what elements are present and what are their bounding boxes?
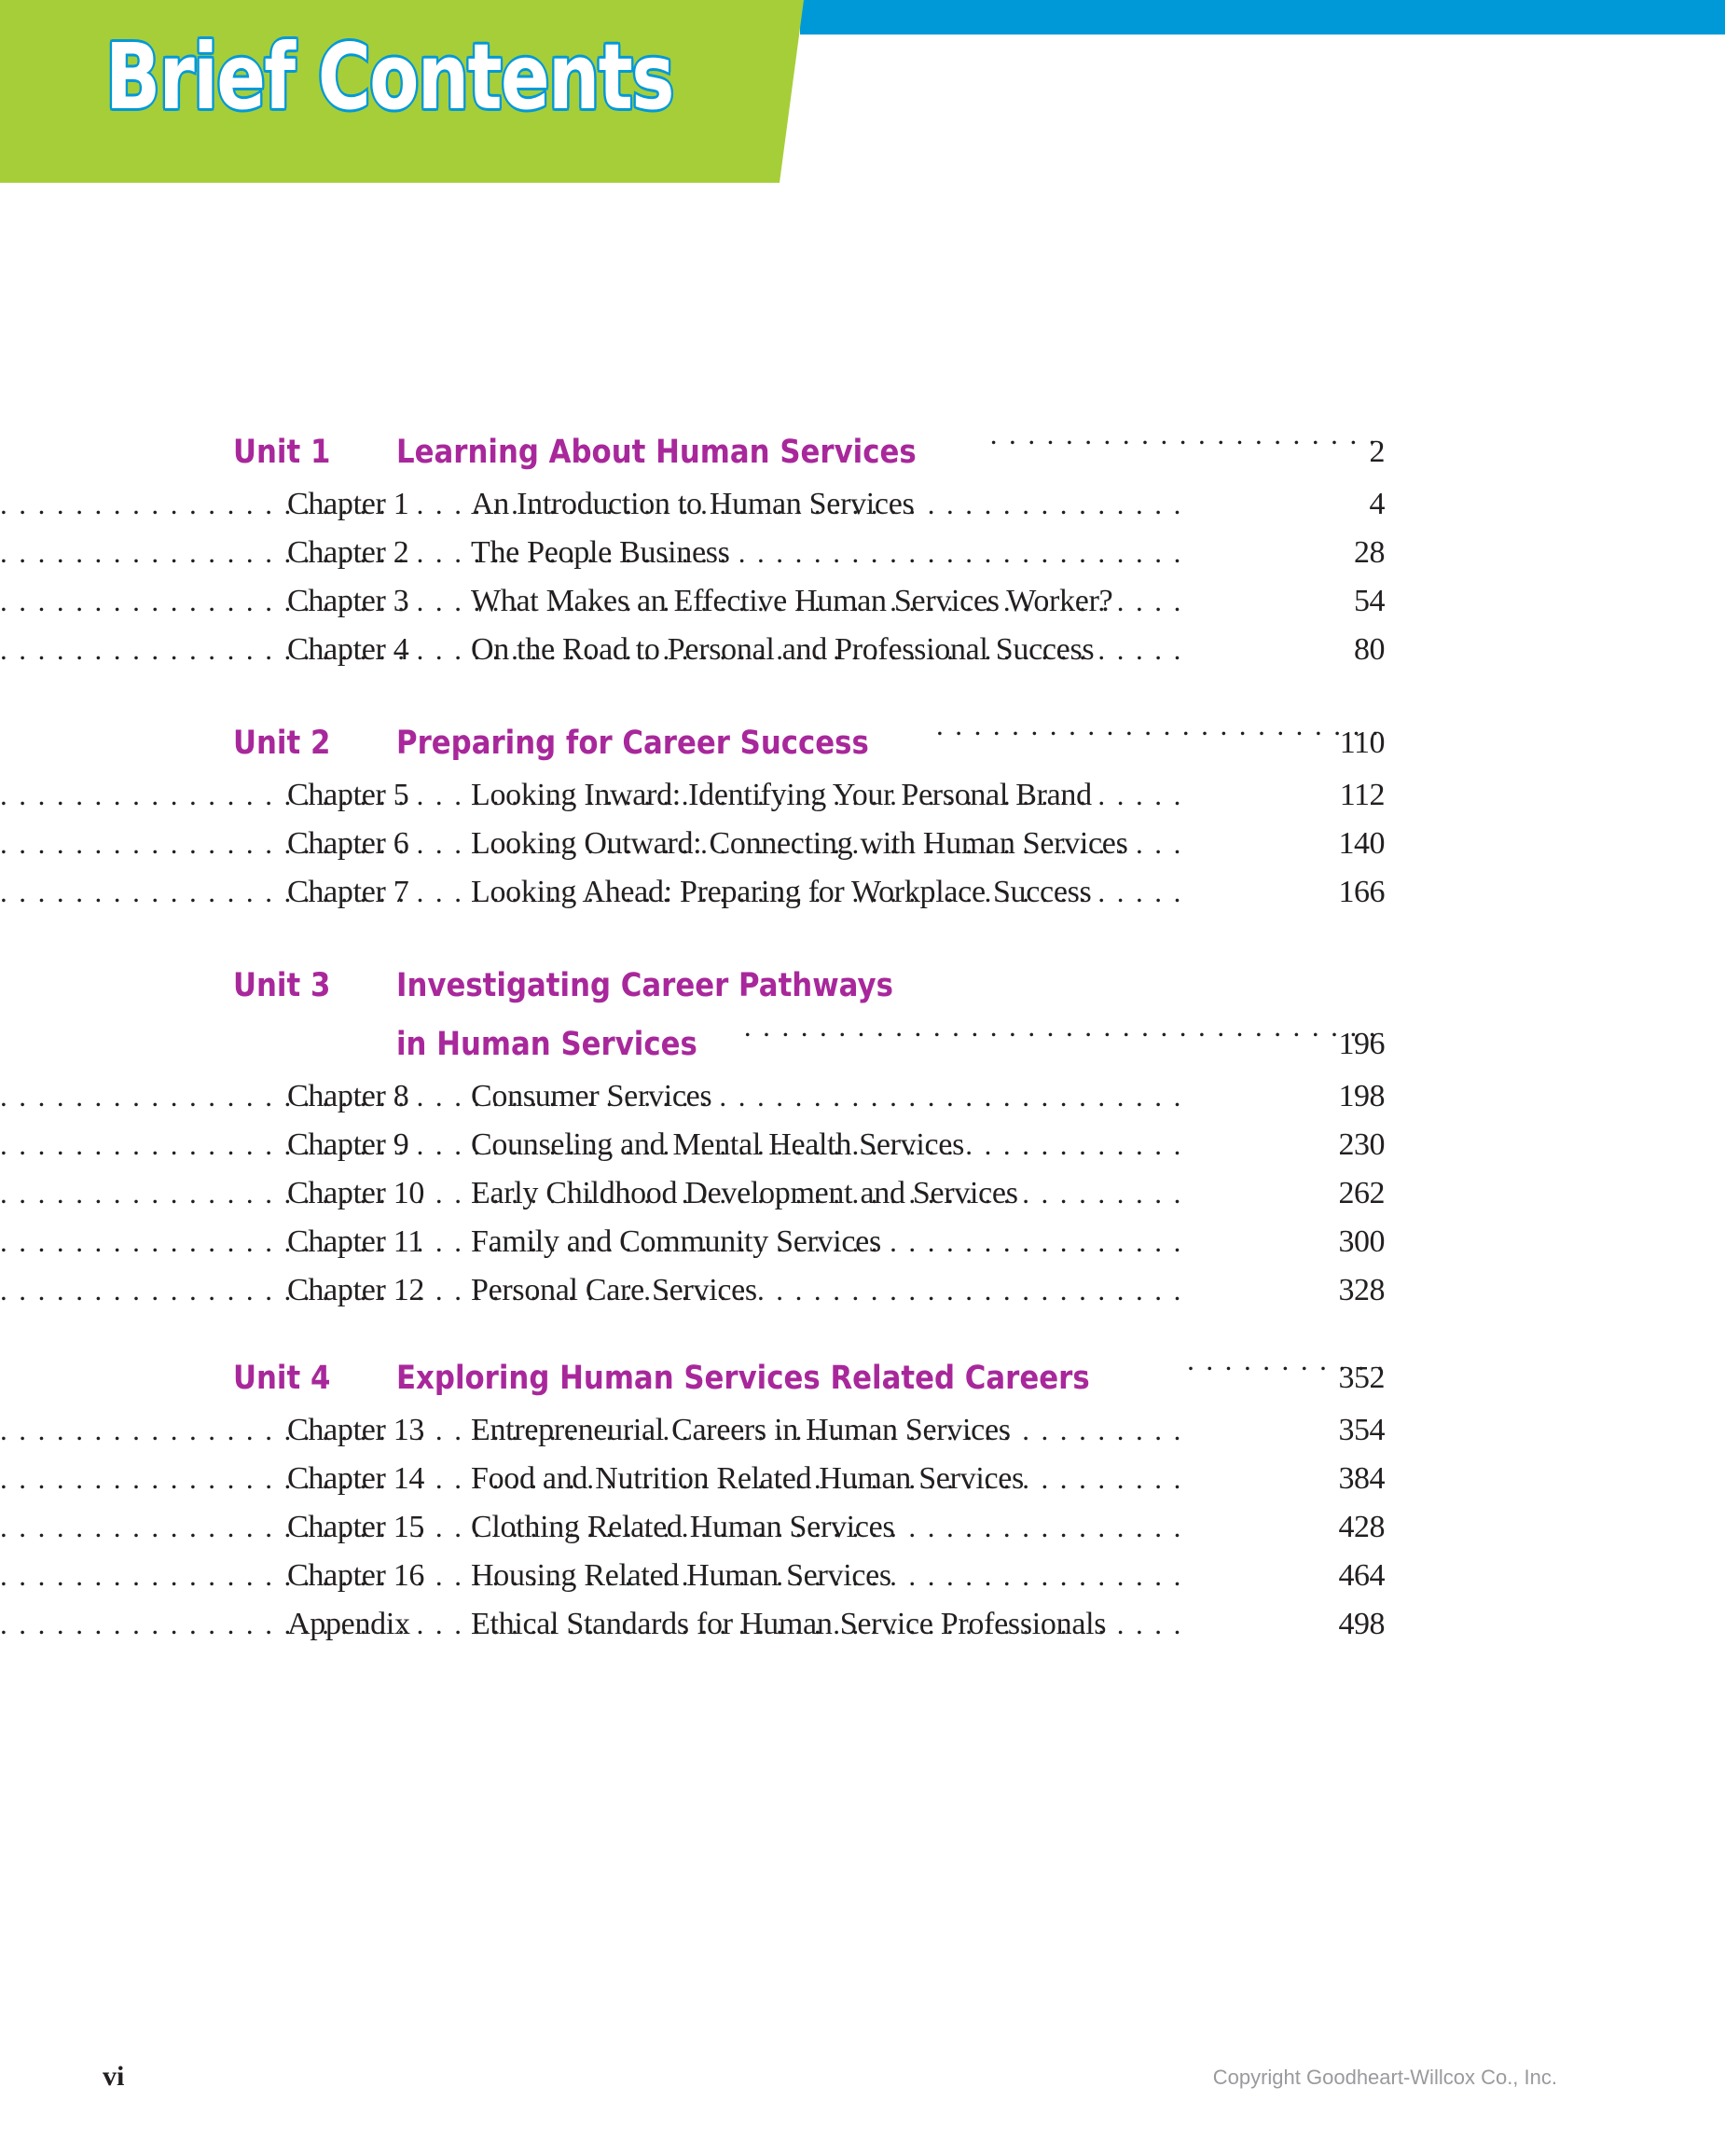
section-spacer [0,1315,1725,1350]
unit-title: Investigating Career Pathways [396,967,893,1004]
unit-label: Unit 2 [233,725,331,762]
chapter-row[interactable] [0,820,1725,868]
chapter-page-number: 140 [1338,826,1385,861]
unit-block [0,958,1725,1315]
chapter-label: Chapter 8 [287,1079,409,1113]
chapter-page-number: 112 [1339,778,1385,812]
unit-page-number: 352 [1338,1361,1385,1395]
page-header-banner [0,0,1725,187]
chapter-label: Chapter 13 [287,1413,425,1447]
appendix-label: Appendix [287,1607,410,1641]
chapter-row[interactable] [0,1266,1725,1315]
chapter-page-number: 4 [1369,487,1385,521]
brief-contents-list [0,424,1725,1649]
chapter-title: Food and Nutrition Related Human Services [471,1461,1024,1496]
chapter-row[interactable] [0,1406,1725,1455]
chapter-row[interactable] [0,1218,1725,1266]
unit-heading-row[interactable] [0,424,1725,480]
unit-heading-row[interactable] [0,1350,1725,1406]
chapter-row[interactable] [0,1503,1725,1552]
chapter-label: Chapter 2 [287,535,409,570]
blue-accent-bar [800,0,1725,35]
chapter-page-number: 28 [1354,535,1385,570]
chapter-page-number: 198 [1338,1079,1385,1113]
chapter-title: Personal Care Services [471,1273,757,1307]
unit-page-number: 196 [1338,1027,1385,1061]
chapter-label: Chapter 11 [287,1224,423,1259]
chapter-page-number: 80 [1354,632,1385,667]
chapter-title: Looking Ahead: Preparing for Workplace Success [471,875,1092,909]
chapter-title: Consumer Services [471,1079,712,1113]
chapter-label: Chapter 14 [287,1461,425,1496]
chapter-page-number: 428 [1338,1510,1385,1544]
unit-label: Unit 4 [233,1360,331,1397]
chapter-page-number: 300 [1338,1224,1385,1259]
appendix-page-number: 498 [1338,1607,1385,1641]
chapter-label: Chapter 12 [287,1273,425,1307]
chapter-title: Looking Outward: Connecting with Human Services [471,826,1128,861]
unit-block [0,1350,1725,1649]
chapter-row[interactable] [0,480,1725,529]
chapter-page-number: 166 [1338,875,1385,909]
chapter-label: Chapter 1 [287,487,409,521]
chapter-label: Chapter 3 [287,584,409,618]
chapter-row[interactable] [0,1552,1725,1600]
chapter-title: Family and Community Services [471,1224,881,1259]
chapter-label: Chapter 9 [287,1127,409,1162]
chapter-row[interactable] [0,1169,1725,1218]
unit-label: Unit 1 [233,434,331,471]
chapter-page-number: 384 [1338,1461,1385,1496]
chapter-title: Counseling and Mental Health Services [471,1127,964,1162]
unit-label: Unit 3 [233,967,331,1004]
unit-title: Exploring Human Services Related Careers [396,1360,1090,1397]
chapter-title: Looking Inward: Identifying Your Personal Brand [471,778,1092,812]
chapter-label: Chapter 15 [287,1510,425,1544]
chapter-label: Chapter 16 [287,1558,425,1593]
chapter-title: An Introduction to Human Services [471,487,915,521]
unit-block [0,424,1725,674]
unit-heading-row-continued[interactable] [0,1014,1725,1072]
unit-title: Preparing for Career Success [396,725,869,762]
chapter-title: What Makes an Effective Human Services Worker? [471,584,1113,618]
folio-page-number: vi [103,2061,125,2092]
chapter-row[interactable] [0,1455,1725,1503]
chapter-label: Chapter 6 [287,826,409,861]
chapter-title: Early Childhood Development and Services [471,1176,1018,1210]
unit-title: Learning About Human Services [396,434,917,471]
chapter-title: Housing Related Human Services [471,1558,891,1593]
unit-title-line2: in Human Services [396,1026,697,1063]
chapter-page-number: 230 [1338,1127,1385,1162]
chapter-row[interactable] [0,1600,1725,1649]
unit-heading-row[interactable] [0,958,1725,1014]
chapter-page-number: 328 [1338,1273,1385,1307]
chapter-label: Chapter 7 [287,875,409,909]
appendix-title: Ethical Standards for Human Service Professionals [471,1607,1107,1641]
chapter-title: Entrepreneurial Careers in Human Services [471,1413,1011,1447]
chapter-page-number: 464 [1338,1558,1385,1593]
chapter-label: Chapter 10 [287,1176,425,1210]
chapter-title: On the Road to Personal and Professional Success [471,632,1095,667]
chapter-page-number: 354 [1338,1413,1385,1447]
unit-page-number: 110 [1339,726,1385,760]
chapter-title: Clothing Related Human Services [471,1510,895,1544]
chapter-row[interactable] [0,1072,1725,1121]
chapter-page-number: 54 [1354,584,1385,618]
chapter-page-number: 262 [1338,1176,1385,1210]
chapter-title: The People Business [471,535,730,570]
chapter-row[interactable] [0,868,1725,917]
chapter-row[interactable] [0,577,1725,626]
page-title: Brief Contents [105,24,673,130]
section-spacer [0,674,1725,715]
copyright-notice: Copyright Goodheart-Willcox Co., Inc. [1212,2066,1557,2089]
unit-page-number: 2 [1369,435,1385,469]
unit-block [0,715,1725,917]
chapter-label: Chapter 4 [287,632,409,667]
page-footer [0,2061,1725,2108]
chapter-row[interactable] [0,626,1725,674]
unit-heading-row[interactable] [0,715,1725,771]
chapter-label: Chapter 5 [287,778,409,812]
chapter-row[interactable] [0,771,1725,820]
chapter-row[interactable] [0,1121,1725,1169]
chapter-row[interactable] [0,529,1725,577]
section-spacer [0,917,1725,958]
